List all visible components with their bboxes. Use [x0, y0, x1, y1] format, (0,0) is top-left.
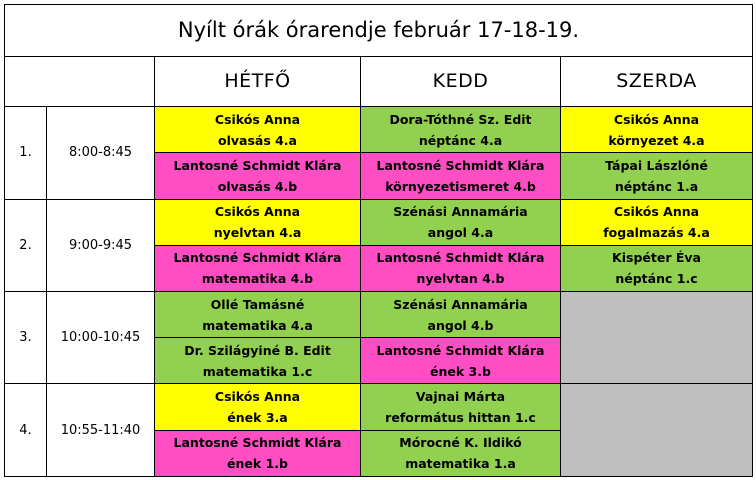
class-cell-tuesday	[361, 153, 561, 199]
class-cell-tuesday	[361, 292, 561, 338]
subject-class: környezet 4.a	[608, 132, 705, 148]
period-1-row-1	[5, 107, 753, 153]
teacher-name: Lantosné Schmidt Klára	[173, 157, 342, 173]
schedule-title: Nyílt órák órarendje február 17-18-19.	[5, 5, 753, 57]
schedule-table	[4, 4, 753, 477]
teacher-name: Lantosné Schmidt Klára	[376, 250, 545, 266]
teacher-name: Csikós Anna	[613, 111, 700, 127]
subject-class: fogalmazás 4.a	[603, 225, 710, 241]
class-cell-tuesday	[361, 338, 561, 384]
teacher-name: Szénási Annamária	[393, 296, 528, 312]
subject-class: olvasás 4.a	[217, 132, 297, 148]
class-cell-tuesday	[361, 245, 561, 291]
subject-class: nyelvtan 4.a	[213, 225, 302, 241]
class-cell-tuesday	[361, 430, 561, 476]
empty-slot-wednesday	[561, 384, 753, 477]
teacher-name: Tápai Lászlóné	[605, 157, 708, 173]
subject-class: matematika 1.a	[405, 456, 516, 472]
subject-class: ének 3.a	[227, 410, 288, 426]
subject-class: olvasás 4.b	[217, 178, 298, 194]
period-number: 4.	[5, 384, 47, 477]
subject-class: néptánc 4.a	[418, 132, 503, 148]
period-4-row-1	[5, 384, 753, 430]
period-time: 8:00-8:45	[47, 107, 155, 199]
teacher-name: Dr. Szilágyiné B. Edit	[184, 342, 331, 358]
subject-class: református hittan 1.c	[385, 410, 536, 426]
subject-class: ének 1.b	[227, 456, 288, 472]
teacher-name: Szénási Annamária	[393, 204, 528, 220]
subject-class: matematika 1.c	[202, 363, 313, 379]
class-cell-wednesday	[561, 199, 753, 245]
teacher-name: Lantosné Schmidt Klára	[173, 435, 342, 451]
class-cell-monday	[155, 430, 361, 476]
subject-class: ének 3.b	[430, 363, 491, 379]
teacher-name: Dora-Tóthné Sz. Edit	[389, 111, 532, 127]
subject-class: angol 4.a	[427, 225, 494, 241]
subject-class: néptánc 1.a	[614, 178, 699, 194]
period-time: 10:55-11:40	[47, 384, 155, 477]
teacher-name: Lantosné Schmidt Klára	[173, 250, 342, 266]
period-time: 9:00-9:45	[47, 199, 155, 291]
period-3-row-1	[5, 292, 753, 338]
class-cell-tuesday	[361, 107, 561, 153]
subject-class: néptánc 1.c	[615, 271, 698, 287]
subject-class: matematika 4.b	[201, 271, 314, 287]
subject-class: matematika 4.a	[202, 317, 313, 333]
class-cell-tuesday	[361, 384, 561, 430]
class-cell-monday	[155, 107, 361, 153]
teacher-name: Ollé Tamásné	[210, 296, 305, 312]
class-cell-monday	[155, 384, 361, 430]
class-cell-wednesday	[561, 245, 753, 291]
class-cell-tuesday	[361, 199, 561, 245]
period-number: 1.	[5, 107, 47, 199]
class-cell-monday	[155, 338, 361, 384]
day-header-tuesday: KEDD	[361, 56, 561, 107]
day-header-monday: HÉTFŐ	[155, 56, 361, 107]
teacher-name: Csikós Anna	[214, 389, 301, 405]
subject-class: környezetismeret 4.b	[385, 178, 536, 194]
class-cell-monday	[155, 292, 361, 338]
teacher-name: Csikós Anna	[214, 204, 301, 220]
period-time: 10:00-10:45	[47, 292, 155, 384]
day-header-wednesday: SZERDA	[561, 56, 753, 107]
class-cell-monday	[155, 245, 361, 291]
empty-slot-wednesday	[561, 292, 753, 384]
period-number: 3.	[5, 292, 47, 384]
teacher-name: Mórocné K. Ildikó	[399, 435, 522, 451]
class-cell-wednesday	[561, 153, 753, 199]
period-2-row-1	[5, 199, 753, 245]
class-cell-wednesday	[561, 107, 753, 153]
teacher-name: Csikós Anna	[214, 111, 301, 127]
class-cell-monday	[155, 199, 361, 245]
subject-class: nyelvtan 4.b	[416, 271, 505, 287]
teacher-name: Csikós Anna	[613, 204, 700, 220]
teacher-name: Vajnai Márta	[415, 389, 506, 405]
teacher-name: Lantosné Schmidt Klára	[376, 342, 545, 358]
class-cell-monday	[155, 153, 361, 199]
teacher-name: Lantosné Schmidt Klára	[376, 157, 545, 173]
subject-class: angol 4.b	[427, 317, 494, 333]
teacher-name: Kispéter Éva	[612, 250, 701, 266]
period-number: 2.	[5, 199, 47, 291]
corner-header	[5, 56, 155, 107]
